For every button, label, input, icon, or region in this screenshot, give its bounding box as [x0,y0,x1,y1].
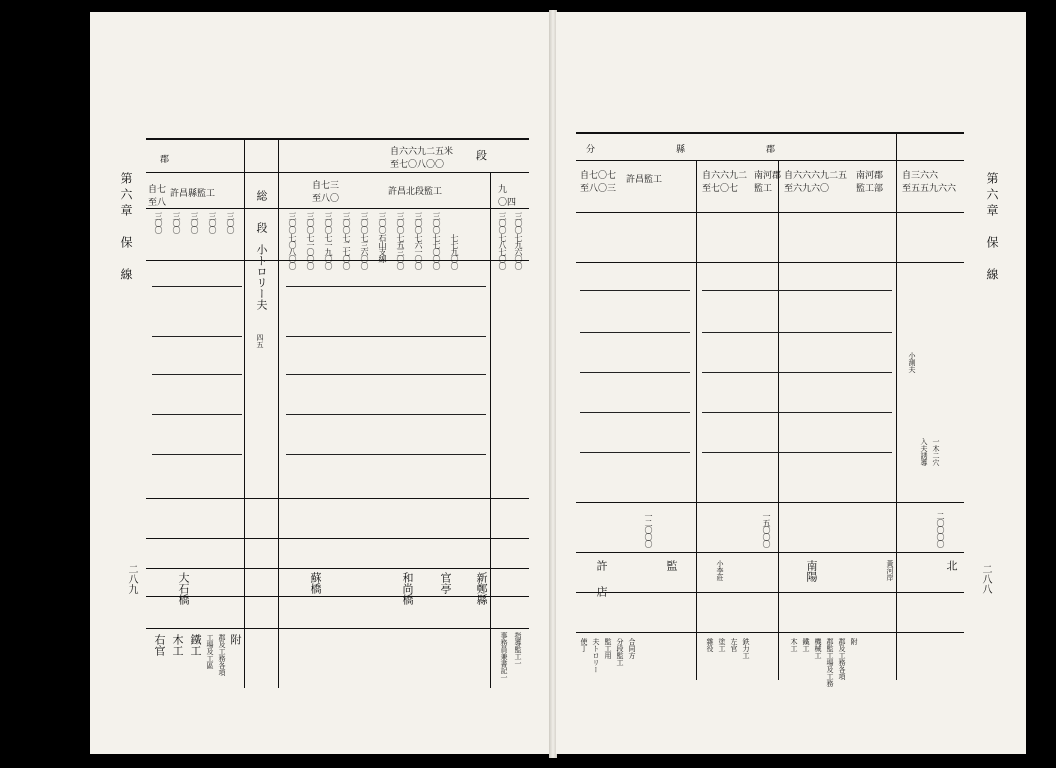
dash-row [580,332,690,333]
chapter-label: 第六章 保 線 [985,172,999,284]
bottom-note: 指導監工一 [514,632,522,667]
row-rule [146,538,529,539]
role-label: 監工用 [604,638,612,659]
row-rule [146,596,529,597]
station-name: 店 [595,586,608,597]
table-bottom-rule [146,628,529,629]
group-c-title: 南河郡 監工部 [856,171,884,194]
dash-row [580,412,690,413]
role-label: 鐵工 [802,638,810,652]
row-rule [146,208,529,209]
dash-row [580,452,690,453]
station-name: 黃河岸 [886,560,894,581]
note-label: 小測夫 [908,352,916,373]
total-value: 一五〇〇〇 [762,512,771,547]
table-cell: 七三六〇〇 [360,234,369,269]
row-rule [146,568,529,569]
total-value: 二〇〇〇〇 [936,512,945,547]
row-rule [576,262,964,263]
group-a-range: 自七〇七 至八〇三 [580,171,617,194]
dash-row [286,374,486,375]
role-label: 左官 [730,638,738,652]
heading-right: 郡 [766,145,776,155]
table-cell: 三〇〇 [514,212,523,233]
group-d-range: 自三六六 至五五九六六 [902,171,957,194]
heading-right: 段 [476,149,487,162]
role-label: 夫トロリー [592,638,600,673]
table-cell: 七〇八〇〇 [288,234,297,269]
dash-row [702,372,892,373]
table-cell: 三〇〇 [172,212,181,233]
table-cell: 三〇〇 [190,212,199,233]
role-label: 木工 [790,638,798,652]
station-name: 新鄭縣 [475,572,488,605]
role-label: 工場及工區 [206,634,214,669]
table-cell: 七六一〇〇 [414,234,423,269]
table-cell: 七一〇〇〇 [306,234,315,269]
heading-mid: 縣 [676,145,686,155]
role-label: 雜役 [706,638,714,652]
dash-row [702,412,892,413]
table-cell: 三〇〇 [498,212,507,233]
column-divider [244,138,245,688]
role-label: 合同方 [628,638,636,659]
table-bottom-rule [576,632,964,633]
table-cell: 七八七〇〇 [498,234,507,269]
dash-row [286,454,486,455]
table-cell: 三〇〇 [378,212,387,233]
page-number: 二八九 [126,564,137,594]
role-label: 機械工 [814,638,822,659]
group-b-title: 許昌北段監工 [388,187,443,197]
station-name: 小李莊 [716,560,724,581]
role-label: 鐵工 [189,634,202,656]
table-cell: 七二七〇〇 [342,234,351,269]
group-b-title: 南河郡 監工 [754,171,782,194]
row-rule [576,552,964,553]
station-name: 許 [595,560,608,571]
dash-row [152,374,242,375]
right-page [556,12,1026,754]
note-label: 一木二穴 [932,438,940,466]
role-label: 郡及工務各項 [218,634,226,676]
role-label: 郡監工場及工務 [826,638,834,687]
table-top-rule [146,138,529,140]
table-cell: 七七九〇〇 [450,234,459,269]
table-cell: 三〇〇 [306,212,315,233]
group-a-title: 許昌監工 [626,175,663,185]
left-page [90,12,550,754]
role-label: 使丁 [580,638,588,652]
dash-row [152,336,242,337]
dash-row [286,336,486,337]
dash-row [580,372,690,373]
table-cell: 七一九〇〇 [324,234,333,269]
dash-row [702,452,892,453]
row-rule [576,502,964,503]
table-cell: 三〇〇 [208,212,217,233]
total-value: 一二〇〇〇 [644,512,653,547]
table-cell: 三〇〇 [226,212,235,233]
table-header-rule [146,172,529,173]
station-name: 大石橋 [177,572,190,605]
row-rule [146,260,529,261]
role-label: 鉄力工 [742,638,750,659]
table-cell: 三〇〇 [324,212,333,233]
station-name: 北 [945,560,958,571]
heading-left: 分 [586,145,596,155]
station-name: 和尚橋 [401,572,414,605]
top-range: 自六六九二五米 至七〇八〇〇 [390,147,454,170]
bottom-note: 事務員兼書記一 [500,632,508,681]
chapter-label: 第六章 保 線 [119,172,133,284]
page-number: 二八八 [980,564,991,594]
table-header-rule [576,160,964,161]
dash-row [580,290,690,291]
table-cell: 三〇〇 [432,212,441,233]
role-label: 右官 [153,634,166,656]
role-label: 木工 [171,634,184,656]
group-b-range: 自七三 至八〇 [312,181,340,204]
row-rule [146,498,529,499]
group-a-title: 許昌縣監工 [170,189,216,199]
middle-label: 四五 [256,334,264,348]
station-name: 南陽 [805,560,818,582]
table-cell: 三〇〇 [360,212,369,233]
table-cell: 七七〇〇〇 [432,234,441,269]
table-cell: 七九六〇〇 [514,234,523,269]
table-cell: 石山支線 [378,234,387,262]
dash-row [702,332,892,333]
note-label: 入夫誘導 [920,438,928,466]
column-divider [896,134,897,680]
row-rule [576,212,964,213]
table-cell: 七五三〇〇 [396,234,405,269]
dash-row [702,290,892,291]
column-divider [778,160,779,680]
row-rule [576,592,964,593]
station-name: 監 [665,560,678,571]
column-divider [490,172,491,688]
table-cell: 三〇〇 [414,212,423,233]
table-cell: 三〇〇 [396,212,405,233]
column-divider [696,160,697,680]
dash-row [286,414,486,415]
table-cell: 三〇〇 [288,212,297,233]
middle-label: 総 [255,190,268,201]
table-cell: 三〇〇 [154,212,163,233]
station-name: 蘇橋 [309,572,322,594]
dash-row [152,454,242,455]
dash-row [152,414,242,415]
group-c-range: 自六六六九二五 至六九六〇 [784,171,848,194]
station-name: 官亭 [439,572,452,594]
middle-label: 段 [255,222,268,233]
table-top-rule [576,132,964,134]
role-label: 附 [850,638,858,645]
role-label: 郡及工務各項 [838,638,846,680]
group-a-range: 自七 至八 [148,185,167,208]
role-label: 塗工 [718,638,726,652]
group-b-range: 自六六九二 至七〇七 [702,171,748,194]
heading-left: 郡 [160,155,170,165]
column-divider [278,138,279,688]
role-label: 分段監工 [616,638,624,666]
group-c-title: 九 〇四 [498,185,517,208]
dash-row [152,286,242,287]
middle-label: 小トロリー夫 [255,244,268,310]
dash-row [286,286,486,287]
table-cell: 三〇〇 [342,212,351,233]
role-label: 附 [229,634,242,645]
